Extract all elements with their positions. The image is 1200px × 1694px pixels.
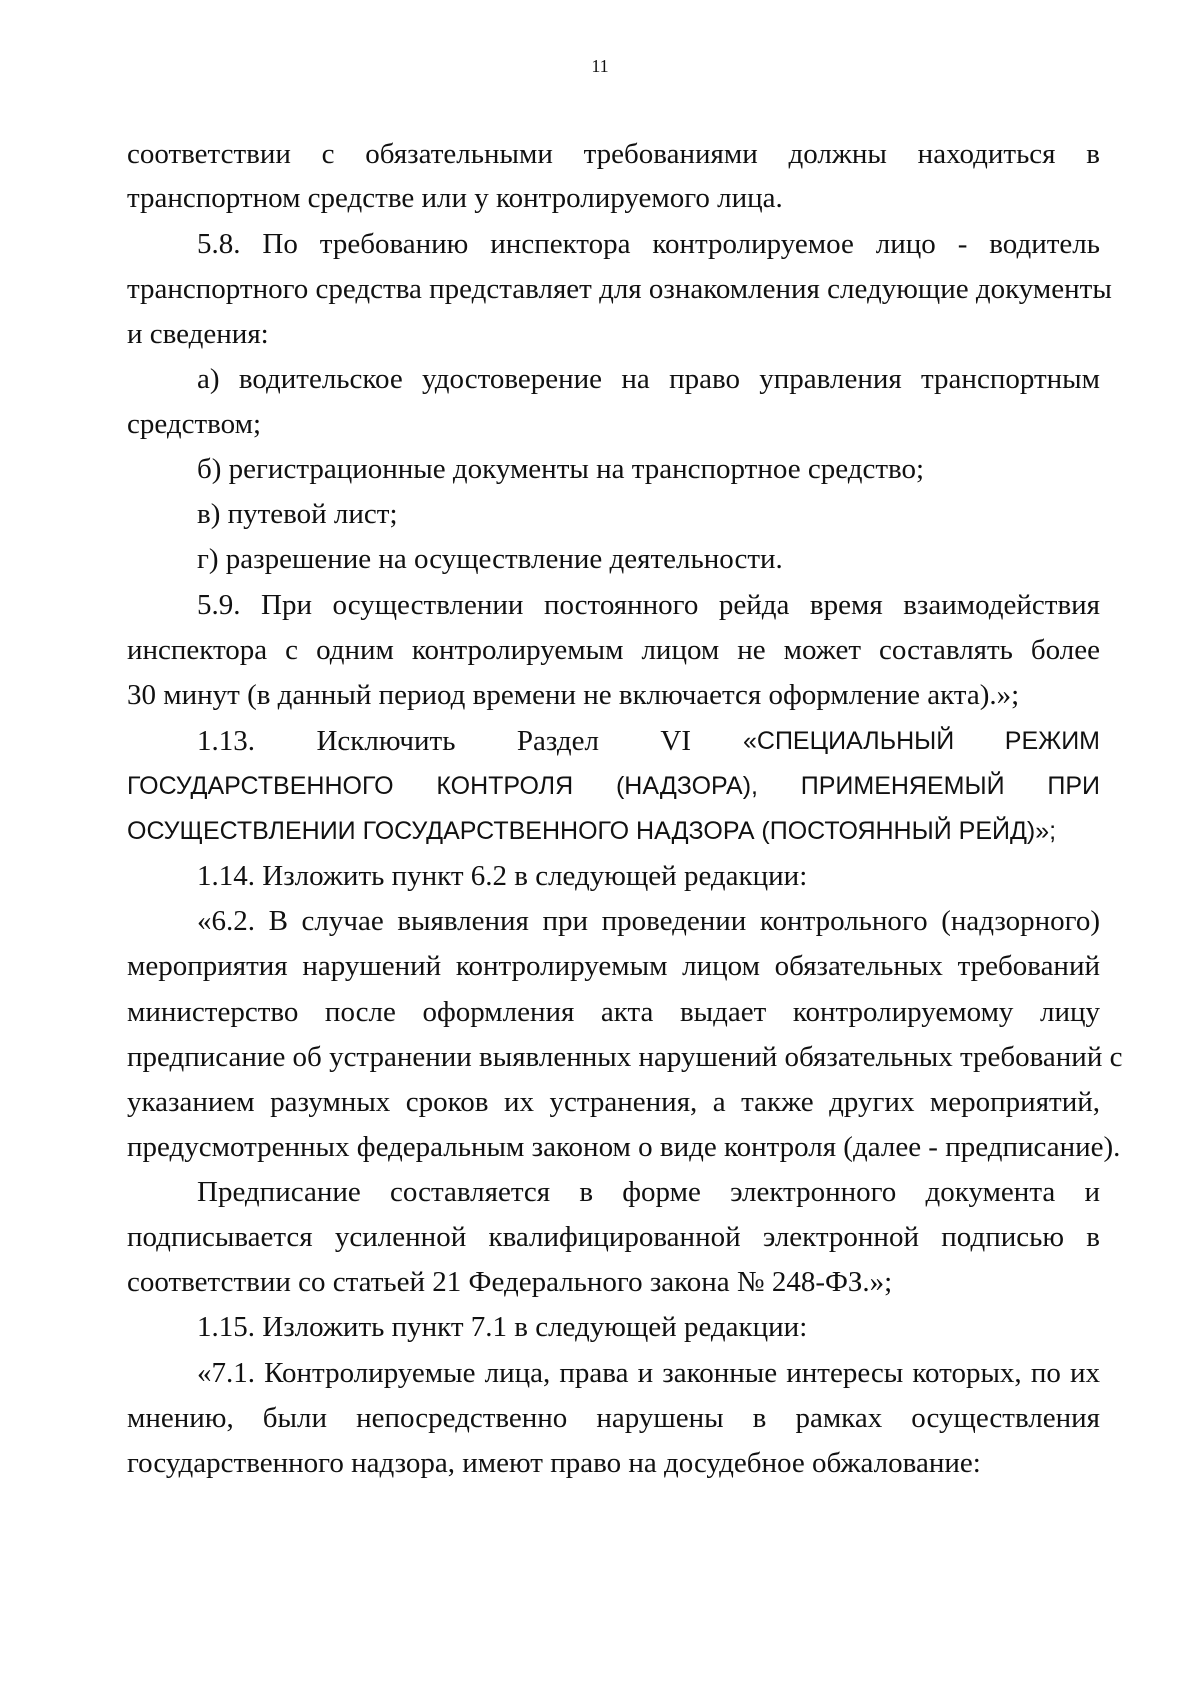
text-line: мнению, были непосредственно нарушены в рамках осуществления [127, 1402, 1100, 1434]
text-line: предусмотренных федеральным законом о виде контроля (далее - предписание). [127, 1131, 1121, 1163]
text-line: соответствии с обязательными требованиями должны находиться в [127, 138, 1100, 170]
page-number: 11 [591, 56, 609, 76]
text-line: 30 минут (в данный период времени не включается оформление акта).»; [127, 679, 1020, 711]
text-line: мероприятия нарушений контролируемым лицом обязательных требований [127, 950, 1100, 982]
text-line: б) регистрационные документы на транспортное средство; [197, 453, 925, 485]
text-line: 1.15. Изложить пункт 7.1 в следующей редакции: [197, 1311, 808, 1343]
text-line: 1.14. Изложить пункт 6.2 в следующей редакции: [197, 860, 808, 892]
text-line: Предписание составляется в форме электронного документа и [197, 1176, 1100, 1208]
text-line: 5.8. По требованию инспектора контролируемое лицо - водитель [197, 228, 1100, 260]
text-line: 5.9. При осуществлении постоянного рейда время взаимодействия [197, 589, 1100, 621]
text-line: инспектора с одним контролируемым лицом не может составлять более [127, 634, 1100, 666]
text-line: указанием разумных сроков их устранения, а также других мероприятий, [127, 1086, 1100, 1118]
text-line: «7.1. Контролируемые лица, права и законные интересы которых, по их [197, 1357, 1100, 1389]
text-line: ГОСУДАРСТВЕННОГО КОНТРОЛЯ (НАДЗОРА), ПРИМЕНЯЕМЫЙ ПРИ [127, 772, 1100, 800]
text-line: а) водительское удостоверение на право управления транспортным [197, 363, 1100, 395]
text-line: в) путевой лист; [197, 498, 398, 530]
text-line: г) разрешение на осуществление деятельности. [197, 543, 783, 575]
text-fragment: 1.13. Исключить Раздел VI [197, 725, 691, 757]
text-line: и сведения: [127, 318, 269, 350]
section-heading-line [197, 724, 1100, 758]
text-line: предписание об устранении выявленных нарушений обязательных требований с [127, 1041, 1123, 1073]
text-line: «6.2. В случае выявления при проведении контрольного (надзорного) [197, 905, 1100, 937]
text-line: подписывается усиленной квалифицированной электронной подписью в [127, 1221, 1100, 1253]
text-fragment: «СПЕЦИАЛЬНЫЙ РЕЖИМ [743, 727, 1100, 755]
text-line: транспортном средстве или у контролируемого лица. [127, 182, 783, 214]
text-line: государственного надзора, имеют право на досудебное обжалование: [127, 1447, 981, 1479]
text-line: транспортного средства представляет для ознакомления следующие документы [127, 273, 1112, 305]
text-line: министерство после оформления акта выдает контролируемому лицу [127, 996, 1100, 1028]
text-line: соответствии со статьей 21 Федерального закона № 248-ФЗ.»; [127, 1266, 893, 1298]
text-line: ОСУЩЕСТВЛЕНИИ ГОСУДАРСТВЕННОГО НАДЗОРА (ПОСТОЯННЫЙ РЕЙД)»; [127, 817, 1057, 845]
text-line: средством; [127, 408, 262, 440]
